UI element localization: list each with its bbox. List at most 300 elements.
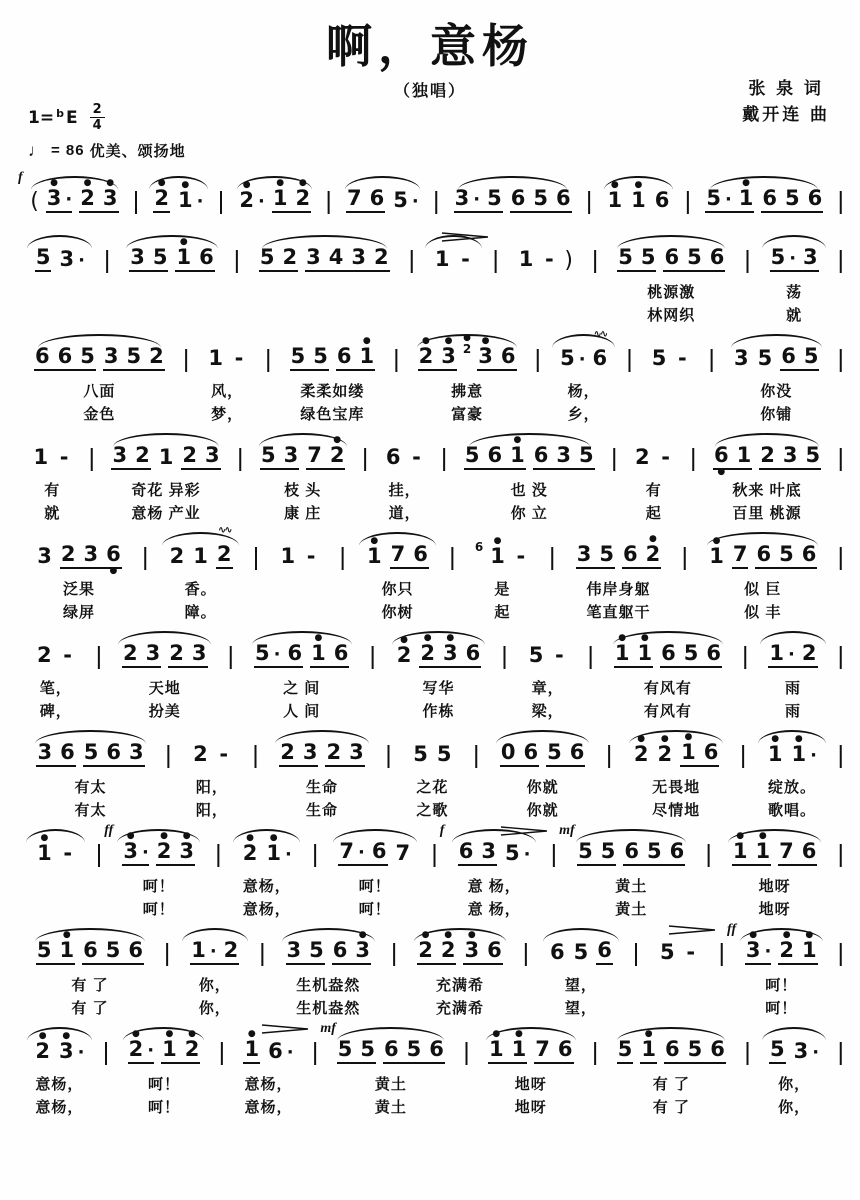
barline: | (549, 543, 556, 572)
beamed-note-group (617, 247, 656, 272)
page-title: 啊，意杨 (326, 20, 534, 72)
lyrics-verse1: 之花 (416, 779, 449, 797)
note: 3 (59, 247, 75, 272)
lyrics-verse2: 黄土 (615, 901, 648, 919)
beamed-note-group (260, 445, 299, 470)
subtitle: （独唱） (393, 83, 466, 100)
lyrics-verse1: 风， (211, 383, 244, 401)
note: 6 ● (713, 443, 729, 478)
lyrics-verse1: 奇花 异彩 (131, 482, 201, 500)
note: 7 (307, 443, 322, 468)
lyrics-verse2: 阳， (195, 802, 228, 820)
note: 3 ● (464, 930, 480, 963)
lyrics-verse1: 桃源激 (647, 284, 696, 302)
augmentation-dot: · (724, 189, 732, 211)
barline: | (88, 444, 95, 473)
measure (318, 824, 431, 919)
lyrics-verse1: 生命 (305, 779, 338, 797)
measure (16, 626, 96, 721)
beamed-note-group (577, 841, 616, 866)
barline: | (163, 939, 171, 968)
notes-row (111, 444, 220, 470)
note: 2 (760, 443, 775, 468)
note: 2 ● (418, 930, 433, 963)
lyrics-verse1: 天地 (148, 680, 181, 698)
notes-row (576, 534, 662, 569)
measure (725, 923, 837, 1018)
augmentation-dot: · (141, 842, 149, 864)
note: 6 (465, 641, 481, 666)
lyrics-verse1: 似 巨 (744, 581, 782, 599)
octave-dot-above: ● (358, 930, 367, 941)
note: 5 (36, 938, 52, 963)
octave-dot-above: ● (62, 930, 71, 941)
music-system (16, 923, 844, 1018)
note: 6 (332, 938, 348, 963)
note: 6 (83, 938, 98, 963)
measure (633, 329, 709, 420)
notes-row (36, 833, 76, 866)
lyrics-verse1: 写华 (422, 680, 455, 698)
dynamic-mark: f (18, 170, 23, 186)
barline: | (215, 840, 222, 869)
octave-dot-above: ● (182, 831, 191, 842)
note: 2 (634, 445, 650, 470)
notes-row (259, 246, 390, 272)
note: 1 (434, 247, 450, 272)
octave-dot-above: ● (742, 178, 751, 189)
score-meta (28, 103, 846, 161)
lyrics-verse1: 秋来 叶底 (732, 482, 802, 500)
notes-row (634, 444, 674, 470)
octave-dot-above: ● (467, 930, 476, 941)
note: 1 ● (176, 237, 192, 270)
beamed-note-group (305, 247, 390, 272)
note: 1 (208, 346, 223, 371)
note: 3 ● (123, 831, 138, 864)
note-group (462, 333, 472, 357)
lyrics-verse1: 呵！ (147, 1076, 180, 1094)
note: 1 (158, 445, 174, 470)
measure (639, 923, 718, 1014)
note: 3 ● (102, 178, 118, 211)
measure (225, 1022, 312, 1117)
beamed-note-group (310, 633, 349, 668)
score-body (14, 171, 846, 1117)
measure (16, 923, 164, 1018)
note: 3 (782, 443, 798, 468)
note: 5 (360, 1037, 375, 1062)
augmentation-dot: · (788, 644, 795, 666)
duration-dash: - (461, 247, 470, 272)
note: 1 ● (490, 536, 505, 569)
note-group (674, 348, 690, 371)
note: 6 (510, 186, 526, 211)
note: 3 (454, 186, 470, 211)
note: 1 ● (607, 180, 623, 213)
augmentation-dot: · (358, 842, 365, 864)
lyrics-verse1: 生机盎然 (296, 977, 361, 995)
note: 2 ● (35, 1031, 50, 1064)
lyrics-verse2: 雨 (784, 703, 801, 721)
beamed-note-group (156, 831, 195, 866)
beamed-note-group (761, 188, 823, 213)
lyrics-verse1: 望， (564, 977, 597, 995)
notes-row (412, 741, 452, 767)
octave-dot-above: ● (38, 1031, 47, 1042)
note: 1 ● (489, 1029, 504, 1062)
note: 6 ● (106, 542, 121, 577)
lyrics-verse2: 有风有 (643, 703, 692, 721)
barline: | (95, 642, 103, 671)
note: 6 (385, 445, 401, 470)
augmentation-dot: · (77, 1042, 85, 1064)
lyrics-verse2 (53, 896, 58, 915)
measure (244, 428, 362, 523)
lyrics-verse2: 你树 (381, 604, 414, 622)
flat-icon: b (56, 107, 64, 121)
notes-row (30, 178, 118, 215)
lyrics-verse2: 地呀 (514, 1099, 547, 1117)
lyrics-verse1: 雨 (784, 680, 801, 698)
lyrics-verse1: 绽放。 (767, 779, 816, 797)
beamed-note-group (680, 732, 719, 767)
measure (479, 725, 605, 820)
barline: | (837, 741, 844, 770)
note: 3 ● (46, 178, 62, 211)
measure (748, 626, 837, 721)
measure (139, 171, 218, 213)
beamed-note-group (500, 742, 539, 767)
beamed-note-group (60, 542, 122, 577)
note: 6 (756, 542, 772, 567)
barline: | (591, 246, 599, 275)
measure (715, 329, 838, 424)
lyrics-verse2: 呵！ (142, 901, 175, 919)
lyrics-verse2: 你 立 (510, 505, 548, 523)
note: 3 ● (745, 930, 761, 963)
barline: | (587, 642, 594, 671)
barline: | (440, 444, 448, 473)
notes-row (192, 741, 232, 767)
measure (712, 824, 838, 919)
octave-dot-above: ● (370, 536, 379, 547)
notes-row (458, 840, 531, 866)
octave-dot-above: ● (247, 1029, 256, 1040)
note: 1 ● (367, 536, 382, 569)
lyrics-verse1: 伟岸身躯 (586, 581, 651, 599)
decrescendo-wedge (667, 925, 717, 935)
beamed-note-group (181, 445, 220, 470)
note: 7 (347, 186, 362, 211)
lyrics-verse1: 意杨， (35, 1076, 84, 1094)
note: 2 ● (440, 930, 456, 963)
lyrics-verse1: 柔柔如缕 (300, 383, 365, 401)
lyrics-verse2: 充满希 (435, 1000, 484, 1018)
note: 1 ● (732, 831, 748, 864)
header (14, 10, 846, 161)
note: 2 ● (396, 635, 412, 668)
beamed-note-group (770, 247, 819, 272)
note: 6 (762, 186, 778, 211)
lyrics-verse1: 有 了 (652, 1076, 690, 1094)
duration-dash: - (59, 445, 69, 470)
barline: | (393, 345, 400, 374)
note: 3 (191, 641, 207, 666)
composer-credit: 戴开连 曲 (742, 105, 830, 125)
barline: | (431, 840, 438, 869)
note: 6 (556, 186, 571, 211)
note: 1 ● (266, 833, 281, 866)
lyrics-verse2: 呵！ (358, 901, 391, 919)
notes-row (286, 930, 372, 965)
beamed-note-group (129, 247, 168, 272)
barline: | (95, 840, 103, 869)
lyrics-verse2: 就 (786, 307, 803, 325)
lyrics-verse2: 扮美 (148, 703, 181, 721)
duration-dash: - (555, 643, 564, 668)
lyrics-verse1 (322, 281, 327, 300)
augmentation-dot: · (578, 349, 586, 371)
notes-row (169, 525, 233, 569)
note: 6 (487, 443, 503, 468)
beamed-note-group (454, 188, 503, 213)
measure (102, 824, 215, 919)
barline: | (132, 187, 140, 216)
augmentation-dot: · (789, 248, 797, 270)
note: 6 (35, 344, 50, 369)
note: 5 (337, 1037, 353, 1062)
music-system (16, 171, 844, 216)
note-group (385, 447, 402, 470)
lyrics-verse2: 生机盎然 (296, 1000, 361, 1018)
beamed-note-group (418, 336, 457, 371)
notes-row (238, 178, 311, 213)
barline: | (227, 642, 235, 671)
lyrics-verse1: 你就 (526, 779, 559, 797)
note: 2 ● (184, 1029, 200, 1062)
barline: | (837, 642, 844, 671)
note: 5 (600, 839, 616, 864)
beamed-note-group (46, 178, 73, 213)
notes-row (418, 333, 517, 371)
note: 6 (624, 839, 640, 864)
duration-dash: - (63, 841, 73, 866)
lyrics-verse1: 拂意 (451, 383, 484, 401)
notes-row (207, 345, 247, 371)
note: 1 (518, 247, 534, 272)
duration-dash: - (63, 643, 72, 668)
beamed-note-group (36, 742, 75, 767)
measure (400, 329, 535, 424)
beamed-note-group (732, 544, 749, 569)
lyrics-verse1 (451, 281, 456, 300)
quarter-note-icon: ♩ (28, 140, 46, 160)
note: 5 (770, 245, 786, 270)
note-group (513, 546, 529, 569)
grace-note (474, 541, 484, 554)
note-group (633, 734, 650, 767)
note: 2 (123, 641, 138, 666)
lyrics-verse2: 生命 (305, 802, 338, 820)
lyrics-verse2: 你就 (526, 802, 559, 820)
duration-dash: - (661, 445, 670, 470)
note: 1 (280, 544, 296, 569)
note-group (366, 536, 383, 569)
expression-text: 优美、颂扬地 (89, 143, 186, 161)
barline: | (550, 840, 558, 869)
note: 6 ∿∿ (592, 329, 608, 371)
dynamic-mark: f (439, 823, 445, 839)
notes-row (366, 536, 429, 569)
octave-dot-above: ● (362, 336, 371, 347)
note-group (36, 546, 53, 569)
beamed-note-group (622, 534, 661, 569)
barline: | (218, 1038, 226, 1067)
measure (499, 230, 592, 321)
barline: | (837, 444, 844, 473)
beamed-note-group (190, 940, 239, 965)
beamed-note-group (419, 633, 481, 668)
lyrics-verse1: 香。 (184, 581, 217, 599)
octave-dot-above: ● (712, 536, 721, 547)
notes-row (500, 741, 586, 767)
note: 2 (60, 542, 76, 567)
note: 5 (255, 641, 270, 666)
measure (456, 527, 549, 622)
note-group (32, 447, 49, 470)
note-group (474, 541, 484, 554)
lyrics-verse2: 就 (44, 505, 61, 523)
lyrics-verse1: 你只 (381, 581, 414, 599)
notes-row (713, 443, 821, 478)
note: 1 ● (162, 1029, 177, 1062)
note: 0 (500, 740, 516, 765)
barline: | (449, 543, 456, 572)
barline: | (165, 741, 172, 770)
note: 6 (801, 839, 817, 864)
notes-row (549, 939, 613, 965)
note: 3 ● (478, 336, 493, 369)
lyrics-verse2: 意杨， (244, 1099, 293, 1117)
time-signature (90, 103, 105, 132)
notes-row (337, 1038, 445, 1064)
note: 3 (351, 245, 367, 270)
note-group (757, 348, 774, 371)
octave-dot-above: ● (649, 534, 657, 545)
lyrics-verse1 (668, 380, 673, 399)
lyrics-verse2: 绿色宝库 (300, 406, 365, 424)
notes-row (474, 536, 529, 569)
music-system (16, 824, 844, 919)
octave-dot-above: ● (62, 1031, 71, 1042)
barline: | (233, 246, 241, 275)
note-group (408, 447, 424, 470)
beamed-note-group (458, 841, 497, 866)
beamed-note-group (713, 443, 752, 478)
lyrics-verse2: 百里 桃源 (732, 505, 802, 523)
note: 5 (779, 542, 794, 567)
lyrics-verse2: 康 庄 (284, 505, 322, 523)
barline: | (626, 345, 633, 374)
note-group (58, 249, 84, 272)
dynamic-mark: ff (104, 823, 114, 839)
octave-dot-above: ● (794, 734, 803, 745)
octave-dot-above: ● (805, 930, 814, 941)
notes-row (153, 178, 204, 213)
measure (234, 626, 369, 721)
measure (618, 428, 691, 523)
beamed-note-group (103, 346, 165, 371)
note: 1 (736, 443, 752, 468)
notes-row (617, 246, 725, 272)
note-group (58, 1031, 85, 1064)
notes-row (659, 939, 699, 965)
lyrics-verse2: 有 了 (652, 1099, 690, 1117)
beamed-note-group (533, 445, 595, 470)
note-group (158, 447, 175, 470)
notes-row (767, 734, 817, 767)
note: 5 (687, 245, 702, 270)
measure (318, 1022, 463, 1117)
note: 1 ● (511, 1029, 527, 1062)
note: 3 (145, 641, 161, 666)
note: 2 ● (156, 831, 172, 864)
note-group (504, 843, 530, 866)
note: 1 ● (359, 336, 375, 369)
note: 5 (393, 188, 408, 213)
note: 5 (683, 641, 699, 666)
note: 3 ● (441, 336, 456, 369)
note: 7 (535, 1037, 550, 1062)
lyrics-verse2: 呵！ (765, 1000, 798, 1018)
lyrics-verse2: 黄土 (374, 1099, 407, 1117)
measure (16, 1022, 103, 1117)
note: 1 ● (709, 536, 724, 569)
lyrics-verse2 (322, 302, 327, 321)
note-group (767, 734, 784, 767)
note: 6 (429, 1037, 444, 1062)
note: 5 (309, 938, 324, 963)
beamed-note-group (346, 188, 385, 213)
note: 6 (669, 839, 685, 864)
notes-row (279, 741, 365, 767)
notes-row (36, 642, 76, 668)
lyrics-verse1: 你没 (760, 383, 793, 401)
lyrics-verse1: 是 (494, 581, 511, 599)
barline: | (361, 444, 369, 473)
notes-row (36, 930, 144, 965)
lyrics-verse1 (676, 974, 681, 993)
note: 7 (732, 542, 748, 567)
barline: | (463, 1038, 470, 1067)
notes-row (577, 840, 685, 866)
octave-dot-above: ● (444, 930, 453, 941)
notes-row (732, 831, 818, 866)
beamed-note-group (36, 930, 75, 965)
note: 5 (785, 186, 800, 211)
measure (368, 428, 441, 523)
barline: | (102, 1038, 110, 1067)
note-group (708, 536, 725, 569)
beamed-note-group (660, 643, 722, 668)
lyrics-verse1: 挂， (388, 482, 421, 500)
measure (392, 725, 473, 820)
beamed-note-group (128, 1029, 155, 1064)
beamed-note-group (175, 237, 214, 272)
barline: | (501, 642, 508, 671)
beamed-note-group (272, 178, 311, 213)
